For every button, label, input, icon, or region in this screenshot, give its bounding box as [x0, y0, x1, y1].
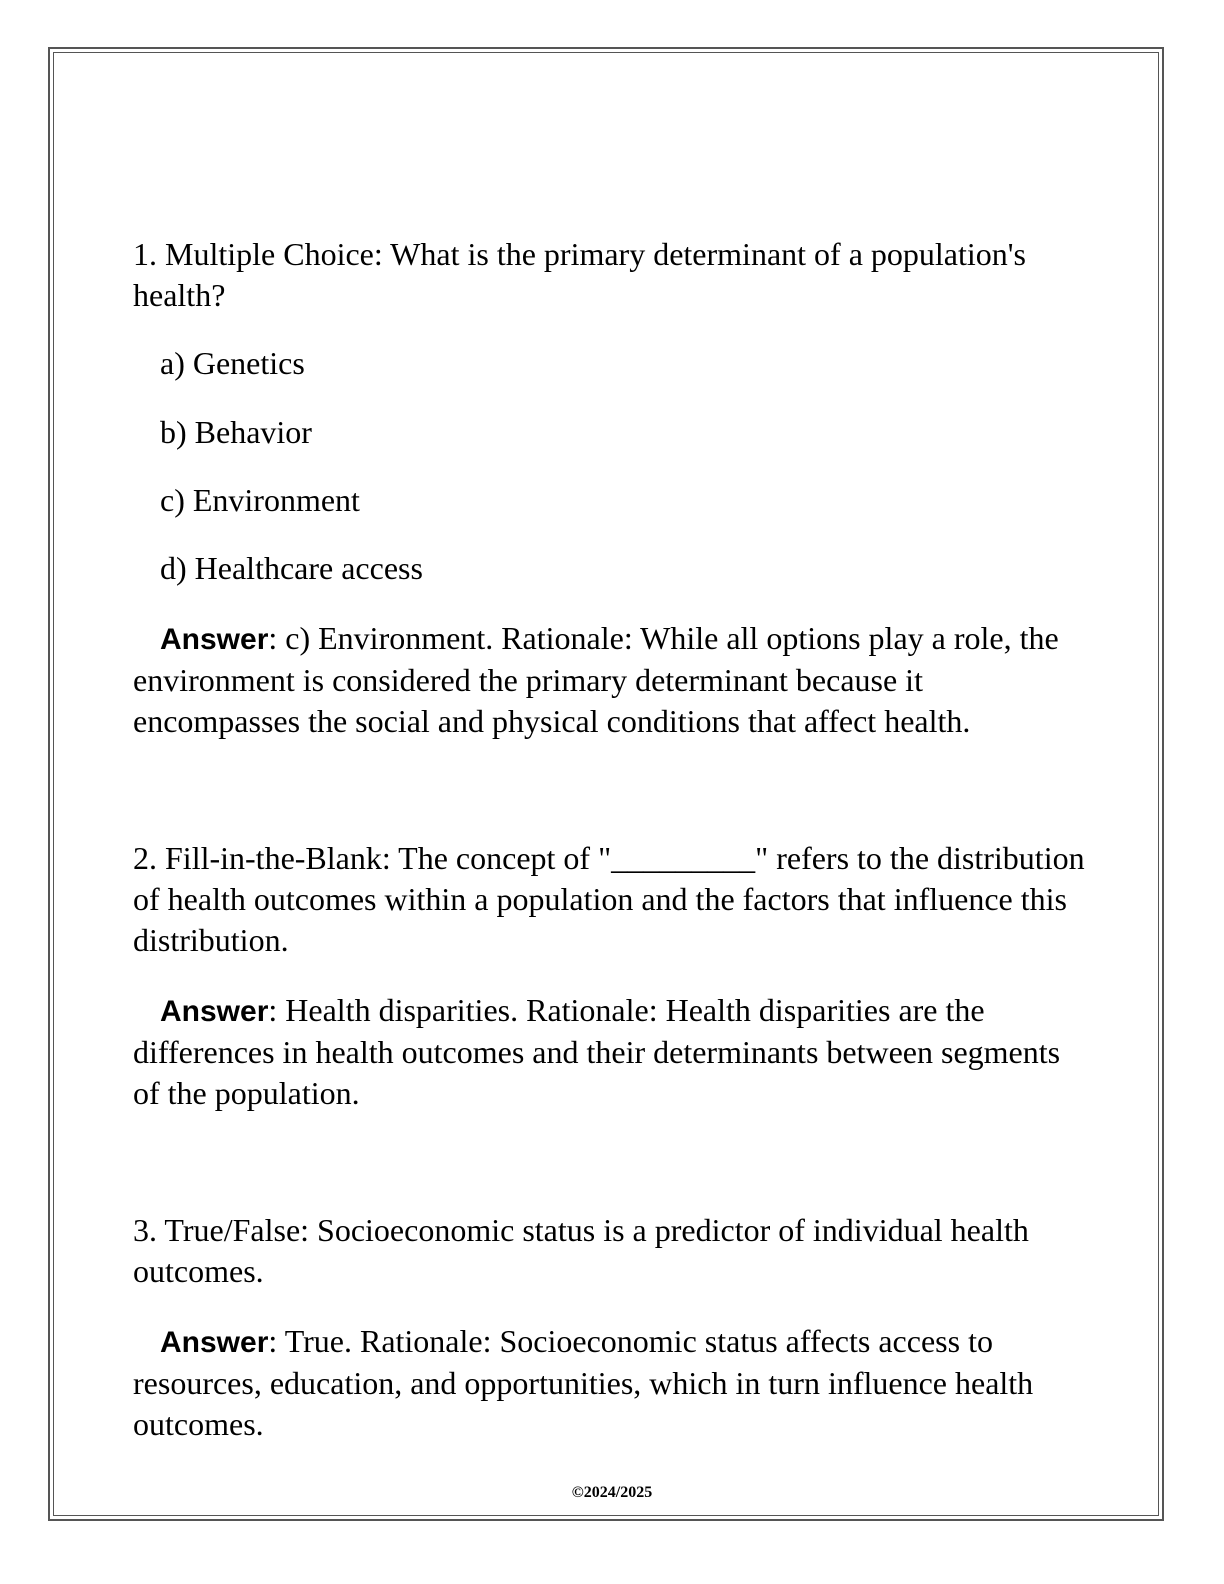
question-text: 2. Fill-in-the-Blank: The concept of "_________" refers to the distribution of health outcomes within a population and the factors that influence this distribution. — [133, 840, 1085, 958]
answer-text: : Health disparities. Rationale: Health disparities are the differences in health outcomes and their determinants between segments of the population. — [133, 992, 1061, 1111]
option-a: a) Genetics — [160, 345, 305, 381]
answer-text: : True. Rationale: Socioeconomic status affects access to resources, education, and opportunities, which in turn influence health outcomes. — [133, 1323, 1034, 1442]
option-d: d) Healthcare access — [160, 550, 423, 586]
question-1 — [133, 234, 1093, 742]
answer-label: Answer — [160, 623, 269, 656]
copyright-footer: ©2024/2025 — [571, 1484, 653, 1501]
question-2 — [133, 838, 1093, 1114]
option-c: c) Environment — [160, 482, 360, 518]
answer-paragraph — [133, 618, 1093, 742]
option-b: b) Behavior — [160, 414, 312, 450]
answer-label: Answer — [160, 995, 269, 1028]
document-body — [133, 234, 1093, 1445]
question-text: 3. True/False: Socioeconomic status is a predictor of individual health outcomes. — [133, 1212, 1029, 1289]
question-3 — [133, 1210, 1093, 1445]
answer-paragraph — [133, 1321, 1093, 1445]
answer-label: Answer — [160, 1326, 269, 1359]
question-text: 1. Multiple Choice: What is the primary determinant of a population's health? — [133, 236, 1026, 313]
answer-text: : c) Environment. Rationale: While all options play a role, the environment is considered the primary determinant because it encompasses the social and physical conditions that affect health. — [133, 620, 1059, 739]
answer-paragraph — [133, 990, 1093, 1114]
